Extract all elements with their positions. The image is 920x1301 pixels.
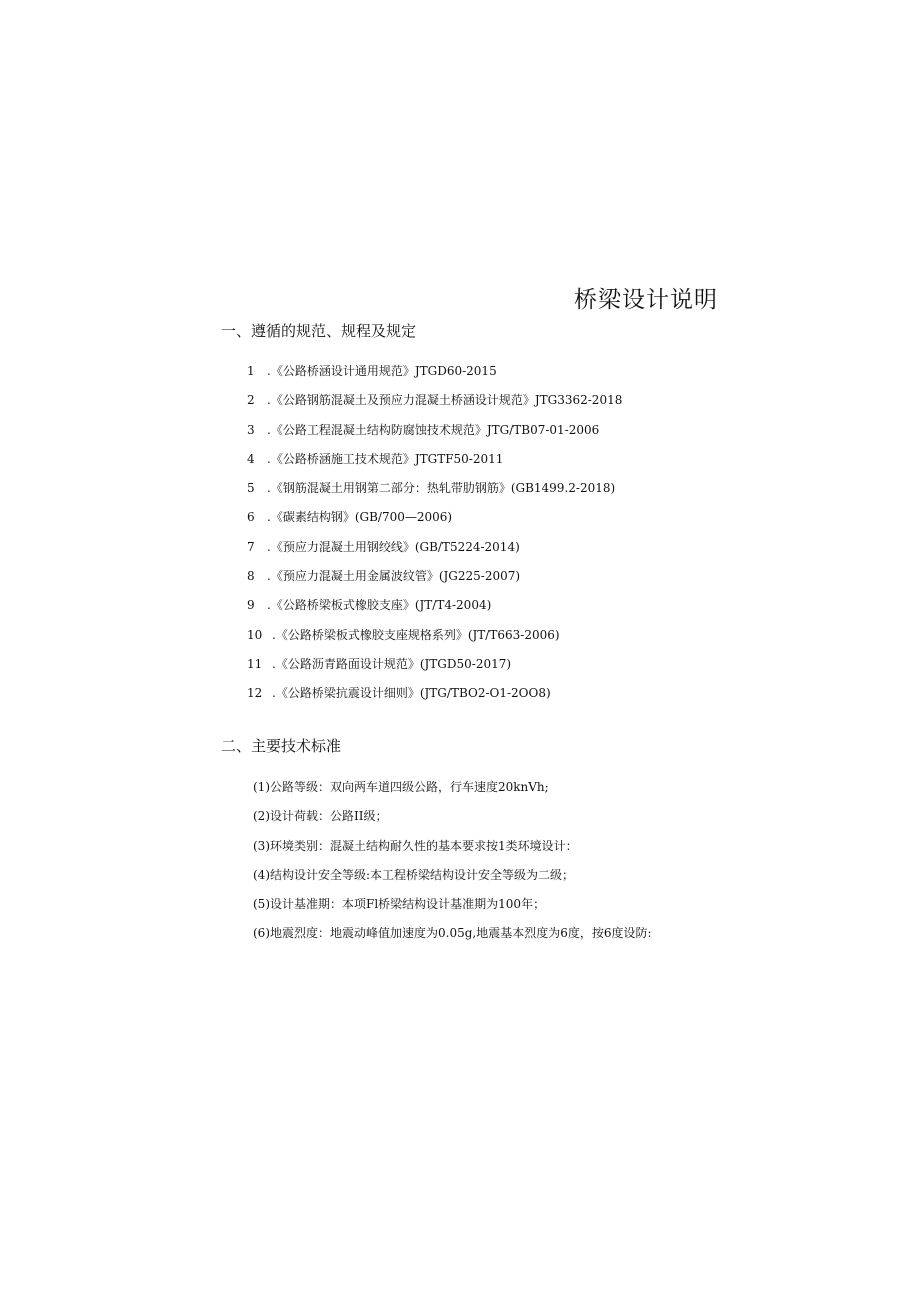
item-number: 5 <box>247 481 255 496</box>
item-text: .《公路桥梁板式橡胶支座》(JT/T4-2004) <box>267 598 492 613</box>
list-item <box>247 621 622 650</box>
item-number: 11 <box>247 656 263 671</box>
item-number: 1 <box>247 364 255 378</box>
list-item <box>247 533 622 562</box>
item-text: .《公路桥梁板式橡胶支座规格系列》(JT/T663-2006) <box>272 627 560 642</box>
item-number: 4 <box>247 451 255 466</box>
item-text: .《预应力混凝土用钢绞线》(GB/T5224-2014) <box>267 539 520 554</box>
list-item <box>247 474 622 503</box>
item-number: 2 <box>247 393 255 408</box>
list-item <box>247 386 622 415</box>
list-item: (2)设计荷载：公路II级； <box>253 809 388 824</box>
item-number: 9 <box>247 598 255 613</box>
list-item <box>247 416 622 445</box>
list-item <box>247 357 622 386</box>
item-text: .《碳素结构钢》(GB/700—2006) <box>267 510 453 525</box>
list-item: (6)地震烈度：地震动峰值加速度为0.05g,地震基本烈度为6度，按6度设防: <box>253 926 652 941</box>
item-text: .《公路沥青路面设计规范》(JTGD50-2017) <box>272 656 512 671</box>
item-text: .《公路工程混凝土结构防腐蚀技术规范》JTG/TB07-01-2006 <box>267 422 600 437</box>
codes-list <box>247 357 622 709</box>
list-item <box>247 503 622 532</box>
list-item: (4)结构设计安全等级:本工程桥梁结构设计安全等级为二级； <box>253 867 575 882</box>
list-item: (5)设计基准期：本项Fl桥梁结构设计基准期为100年； <box>253 897 546 912</box>
item-text: .《公路桥涵施工技术规范》JTGTF50-2011 <box>267 451 504 466</box>
item-number: 7 <box>247 539 255 554</box>
item-number: 8 <box>247 569 255 584</box>
item-text: .《公路桥涵设计通用规范》JTGD60-2015 <box>267 364 497 378</box>
item-number: 6 <box>247 510 255 525</box>
item-text: .《预应力混凝土用金属波纹管》(JG225-2007) <box>267 569 521 584</box>
standards-list <box>253 773 652 949</box>
list-item <box>247 591 622 620</box>
item-number: 10 <box>247 627 263 642</box>
item-text: .《公路桥梁抗震设计细则》(JTG/TBO2-O1-2OO8) <box>272 686 551 701</box>
list-item: (3)环境类别：混凝土结构耐久性的基本要求按1类环境设计： <box>253 838 578 853</box>
list-item <box>247 679 622 708</box>
section-heading-standards: 二、主要技术标准 <box>221 737 342 755</box>
list-item <box>247 650 622 679</box>
item-text: .《钢筋混凝土用钢第二部分：热轧带肋钢筋》(GB1499.2-2018) <box>267 481 616 496</box>
item-number: 12 <box>247 686 263 701</box>
document-title: 桥梁设计说明 <box>574 287 718 313</box>
item-number: 3 <box>247 422 255 437</box>
item-text: .《公路钢筋混凝土及预应力混凝土桥涵设计规范》JTG3362-2018 <box>267 393 623 408</box>
list-item <box>247 445 622 474</box>
list-item <box>247 562 622 591</box>
list-item: (1)公路等级：双向两车道四级公路，行车速度20knVh; <box>253 780 549 794</box>
section-heading-codes: 一、遵循的规范、规程及规定 <box>221 322 417 340</box>
